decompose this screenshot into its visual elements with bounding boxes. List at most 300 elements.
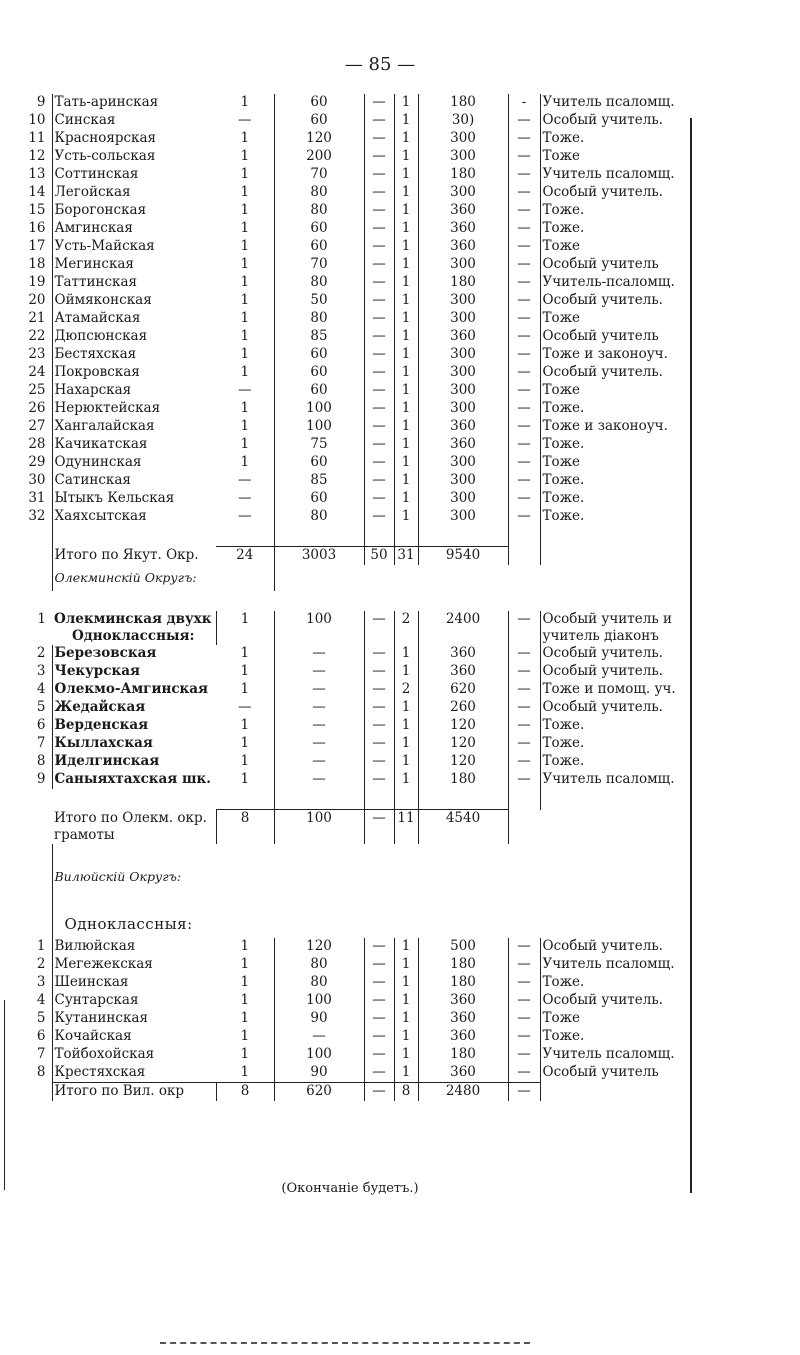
row-number: 17 (28, 238, 46, 254)
school-name: Усть-Майская (52, 238, 216, 256)
page-number: — 85 — (344, 54, 416, 75)
row-number: 11 (28, 130, 46, 146)
table-row (22, 1028, 708, 1046)
cell-note: Тоже. (542, 1028, 585, 1044)
cell-c5: 360 (418, 436, 508, 454)
cell-c6: - (508, 94, 540, 112)
cell-c5: 30) (418, 112, 508, 130)
section-heading: Вилюйскій Округъ: (52, 864, 216, 890)
cell-c2: 120 (274, 938, 364, 956)
school-name: Саныяхтахская шк. (52, 771, 216, 789)
table-row (22, 681, 708, 699)
table-row (22, 112, 708, 130)
table-row (22, 382, 708, 400)
cell-c2: 100 (274, 418, 364, 436)
cell-c3: — (364, 112, 394, 130)
cell-c1: 1 (216, 130, 274, 148)
table-row (22, 454, 708, 472)
school-name: Сатинская (52, 472, 216, 490)
cell-c4: 1 (394, 1046, 418, 1064)
row-number: 8 (36, 1064, 46, 1080)
row-number: 8 (36, 753, 46, 769)
cell-note: Учитель псаломщ. (542, 1046, 675, 1062)
cell-c1: 1 (216, 974, 274, 992)
school-name: Соттинская (52, 166, 216, 184)
cell-c2: — (274, 771, 364, 789)
cell-c5: 300 (418, 400, 508, 418)
cell-c3: — (364, 364, 394, 382)
cell-c2: 100 (274, 992, 364, 1010)
cell-c2: 50 (274, 292, 364, 310)
table-row (22, 508, 708, 526)
row-number: 5 (36, 699, 46, 715)
total-c2: 100 (274, 810, 364, 845)
cell-c4: 1 (394, 184, 418, 202)
cell-c2: — (274, 699, 364, 717)
cell-c6: — (508, 220, 540, 238)
cell-c3: — (364, 454, 394, 472)
cell-c2: — (274, 1028, 364, 1046)
school-name: Кочайская (52, 1028, 216, 1046)
vilyuy-rows (22, 938, 708, 1083)
row-number: 4 (36, 992, 46, 1008)
cell-c1: 1 (216, 938, 274, 956)
row-number: 5 (36, 1010, 46, 1026)
cell-c3: — (364, 645, 394, 663)
cell-c6: — (508, 645, 540, 663)
right-margin-rule (690, 118, 692, 1193)
cell-c5: 360 (418, 645, 508, 663)
cell-note: Тоже (542, 148, 581, 164)
cell-note: Тоже (542, 310, 581, 326)
cell-c3: — (364, 611, 394, 645)
total-label: Итого по Якут. Окр. (52, 547, 216, 566)
cell-c6: — (508, 1064, 540, 1083)
cell-c6: — (508, 400, 540, 418)
cell-c1: 1 (216, 663, 274, 681)
cell-c2: 80 (274, 274, 364, 292)
row-number: 1 (36, 938, 46, 954)
cell-c4: 1 (394, 938, 418, 956)
cell-c6: — (508, 1028, 540, 1046)
cell-c6: — (508, 112, 540, 130)
cell-c1: 1 (216, 735, 274, 753)
cell-note: Тоже. (542, 472, 585, 488)
cell-c4: 1 (394, 472, 418, 490)
cell-c5: 300 (418, 382, 508, 400)
table-row (22, 220, 708, 238)
school-name: Хаяхсытская (52, 508, 216, 526)
row-number: 14 (28, 184, 46, 200)
cell-note: Тоже. (542, 202, 585, 218)
cell-c4: 1 (394, 166, 418, 184)
cell-c5: 180 (418, 166, 508, 184)
cell-c3: — (364, 699, 394, 717)
table-row (22, 992, 708, 1010)
cell-c1: 1 (216, 771, 274, 789)
cell-c1: 1 (216, 992, 274, 1010)
cell-c3: — (364, 256, 394, 274)
table-row (22, 364, 708, 382)
cell-c4: 1 (394, 94, 418, 112)
cell-c4: 2 (394, 611, 418, 645)
cell-c1: 1 (216, 184, 274, 202)
cell-c5: 120 (418, 735, 508, 753)
cell-c6: — (508, 130, 540, 148)
cell-note: Особый учитель. (542, 992, 663, 1008)
school-name: Дюпсюнская (52, 328, 216, 346)
school-name: Ытыкъ Кельская (52, 490, 216, 508)
cell-c5: 300 (418, 490, 508, 508)
total-c4: 8 (394, 1083, 418, 1102)
cell-c4: 1 (394, 454, 418, 472)
cell-c5: 300 (418, 472, 508, 490)
cell-c1: 1 (216, 681, 274, 699)
row-number: 7 (36, 1046, 46, 1062)
cell-c5: 360 (418, 992, 508, 1010)
cell-c1: 1 (216, 256, 274, 274)
row-number: 28 (28, 436, 46, 452)
cell-c5: 360 (418, 1028, 508, 1046)
cell-c3: — (364, 346, 394, 364)
cell-note: Тоже. (542, 436, 585, 452)
cell-c1: — (216, 472, 274, 490)
cell-c2: 85 (274, 472, 364, 490)
cell-c6: — (508, 490, 540, 508)
cell-c4: 1 (394, 508, 418, 526)
table-row (22, 490, 708, 508)
cell-c5: 180 (418, 771, 508, 789)
school-name: Мегинская (52, 256, 216, 274)
vilyuy-section (22, 844, 708, 938)
cell-c2: — (274, 645, 364, 663)
cell-c5: 300 (418, 310, 508, 328)
school-name: Крестяхская (52, 1064, 216, 1083)
cell-c5: 360 (418, 328, 508, 346)
table-row (22, 256, 708, 274)
cell-c3: — (364, 148, 394, 166)
cell-c5: 360 (418, 418, 508, 436)
row-number: 16 (28, 220, 46, 236)
cell-c6: — (508, 992, 540, 1010)
table-row (22, 1010, 708, 1028)
cell-c4: 1 (394, 382, 418, 400)
table-row (22, 418, 708, 436)
school-name: Таттинская (52, 274, 216, 292)
cell-note: Особый учитель. (542, 112, 663, 128)
cell-c5: 180 (418, 1046, 508, 1064)
olekma-rows (22, 645, 708, 789)
cell-c2: 60 (274, 112, 364, 130)
table-row (22, 436, 708, 454)
left-margin-rule (4, 1000, 5, 1190)
cell-c3: — (364, 382, 394, 400)
cell-c2: 60 (274, 490, 364, 508)
cell-note: Особый учитель (542, 256, 659, 272)
cell-note: Учитель псаломщ. (542, 166, 675, 182)
cell-c5: 300 (418, 364, 508, 382)
cell-c2: 80 (274, 310, 364, 328)
cell-c2: 85 (274, 328, 364, 346)
cell-c5: 360 (418, 220, 508, 238)
table-row (22, 956, 708, 974)
table-row (22, 148, 708, 166)
cell-c1: 1 (216, 94, 274, 112)
cell-c2: 80 (274, 956, 364, 974)
cell-c5: 120 (418, 753, 508, 771)
cell-c4: 1 (394, 771, 418, 789)
cell-c5: 300 (418, 346, 508, 364)
row-number: 7 (36, 735, 46, 751)
cell-c4: 1 (394, 699, 418, 717)
cell-c5: 300 (418, 130, 508, 148)
cell-c4: 1 (394, 418, 418, 436)
cell-c2: 80 (274, 202, 364, 220)
cell-c2: — (274, 735, 364, 753)
cell-c5: 300 (418, 184, 508, 202)
cell-c4: 1 (394, 292, 418, 310)
cell-c2: — (274, 753, 364, 771)
row-number: 15 (28, 202, 46, 218)
cell-c1: 1 (216, 454, 274, 472)
table-row (22, 94, 708, 112)
row-number: 12 (28, 148, 46, 164)
row-number: 31 (28, 490, 46, 506)
cell-note: Учитель псаломщ. (542, 956, 675, 972)
cell-note: Тоже и помощ. уч. (542, 681, 676, 697)
cell-note: Тоже и законоуч. (542, 346, 668, 362)
cell-c6: — (508, 436, 540, 454)
school-name: Кутанинская (52, 1010, 216, 1028)
cell-c3: — (364, 753, 394, 771)
cell-note: Тоже. (542, 130, 585, 146)
cell-c4: 1 (394, 220, 418, 238)
school-name: Тойбохойская (52, 1046, 216, 1064)
cell-c4: 1 (394, 202, 418, 220)
cell-c1: — (216, 112, 274, 130)
cell-c1: 1 (216, 166, 274, 184)
cell-note: Особый учитель. (542, 938, 663, 954)
cell-c2: 60 (274, 220, 364, 238)
table-row (22, 346, 708, 364)
cell-c1: 1 (216, 418, 274, 436)
table-row (22, 663, 708, 681)
cell-c3: — (364, 166, 394, 184)
cell-c4: 1 (394, 274, 418, 292)
school-name: Нерюктейская (52, 400, 216, 418)
school-name: Красноярская (52, 130, 216, 148)
cell-c4: 1 (394, 328, 418, 346)
table-row (22, 699, 708, 717)
school-name: Легойская (52, 184, 216, 202)
cell-c2: 60 (274, 238, 364, 256)
cell-c2: 80 (274, 508, 364, 526)
cell-note: Тоже (542, 238, 581, 254)
cell-c2: 60 (274, 364, 364, 382)
cell-note: Особый учитель. (542, 292, 663, 308)
row-number: 26 (28, 400, 46, 416)
cell-c6: — (508, 328, 540, 346)
cell-c6: — (508, 148, 540, 166)
cell-c3: — (364, 418, 394, 436)
cell-c4: 1 (394, 310, 418, 328)
cell-c2: 100 (274, 611, 364, 645)
school-name: Хангалайская (52, 418, 216, 436)
total-label: Итого по Вил. окр (52, 1083, 216, 1102)
cell-c2: 90 (274, 1010, 364, 1028)
cell-c5: 300 (418, 256, 508, 274)
cell-note: Особый учитель. (542, 663, 663, 679)
cell-c2: 120 (274, 130, 364, 148)
cell-c1: 1 (216, 1010, 274, 1028)
cell-c1: 1 (216, 956, 274, 974)
cell-c1: — (216, 490, 274, 508)
cell-c5: 360 (418, 663, 508, 681)
cell-note: Учитель псаломщ. (542, 771, 675, 787)
cell-c5: 300 (418, 454, 508, 472)
cell-c6: — (508, 735, 540, 753)
cell-c3: — (364, 292, 394, 310)
schools-table (22, 94, 708, 1101)
row-number: 9 (36, 771, 46, 787)
table-row (22, 184, 708, 202)
bottom-ornament-rule (160, 1342, 530, 1344)
row-number: 24 (28, 364, 46, 380)
cell-c1: 1 (216, 611, 274, 645)
row-number: 19 (28, 274, 46, 290)
cell-c3: — (364, 490, 394, 508)
cell-c1: 1 (216, 346, 274, 364)
cell-c3: — (364, 956, 394, 974)
cell-c3: — (364, 400, 394, 418)
cell-c4: 1 (394, 735, 418, 753)
cell-note: Учитель псаломщ. (542, 94, 675, 110)
school-name: Вилюйская (52, 938, 216, 956)
school-name: Мегежекская (52, 956, 216, 974)
school-name: Олекмо-Амгинская (52, 681, 216, 699)
table-row (22, 274, 708, 292)
cell-c3: — (364, 681, 394, 699)
olekma-total (22, 789, 708, 844)
table-row (22, 771, 708, 789)
table-row (22, 202, 708, 220)
cell-c1: 1 (216, 364, 274, 382)
cell-c1: 1 (216, 436, 274, 454)
cell-c3: — (364, 274, 394, 292)
cell-c4: 1 (394, 112, 418, 130)
cell-note-cont: учитель діаконъ (542, 628, 659, 644)
row-number: 3 (36, 663, 46, 679)
cell-c6: — (508, 346, 540, 364)
table-row (22, 292, 708, 310)
cell-c1: — (216, 699, 274, 717)
total-c5: 4540 (418, 810, 508, 845)
cell-c2: 200 (274, 148, 364, 166)
school-name: Верденская (52, 717, 216, 735)
cell-c1: 1 (216, 148, 274, 166)
cell-c1: 1 (216, 645, 274, 663)
cell-c2: 60 (274, 382, 364, 400)
cell-c3: — (364, 508, 394, 526)
table-row (22, 400, 708, 418)
row-number: 23 (28, 346, 46, 362)
row-number: 27 (28, 418, 46, 434)
cell-c5: 180 (418, 274, 508, 292)
cell-c3: — (364, 130, 394, 148)
cell-c5: 180 (418, 956, 508, 974)
total-c2: 3003 (274, 547, 364, 566)
cell-c2: 90 (274, 1064, 364, 1083)
row-number: 1 (37, 611, 46, 627)
yakut-section (22, 94, 708, 526)
row-number: 6 (36, 1028, 46, 1044)
table-row (22, 1064, 708, 1083)
yakut-total (22, 526, 708, 565)
cell-c3: — (364, 220, 394, 238)
continuation-note: (Окончаніе будетъ.) (281, 1181, 419, 1196)
table-row (22, 310, 708, 328)
cell-c6: — (508, 956, 540, 974)
cell-c6: — (508, 166, 540, 184)
cell-c1: 1 (216, 400, 274, 418)
school-name: Качикатская (52, 436, 216, 454)
school-name: Тать-аринская (52, 94, 216, 112)
cell-note: Тоже. (542, 220, 585, 236)
cell-c5: 360 (418, 1010, 508, 1028)
cell-note: Тоже (542, 1010, 581, 1026)
cell-c5: 360 (418, 202, 508, 220)
cell-c3: — (364, 202, 394, 220)
cell-note: Особый учитель. (542, 699, 663, 715)
cell-c2: 60 (274, 94, 364, 112)
cell-c4: 1 (394, 717, 418, 735)
cell-c2: 100 (274, 1046, 364, 1064)
cell-c1: — (216, 508, 274, 526)
cell-c3: — (364, 663, 394, 681)
cell-c5: 300 (418, 292, 508, 310)
school-name: Олекминская двухк (54, 611, 212, 627)
cell-note: Особый учитель. (542, 645, 663, 661)
school-name: Иделгинская (52, 753, 216, 771)
cell-c6: — (508, 364, 540, 382)
cell-c3: — (364, 938, 394, 956)
cell-c1: 1 (216, 274, 274, 292)
row-number: 2 (36, 956, 46, 972)
cell-c5: 360 (418, 1064, 508, 1083)
cell-c2: 70 (274, 256, 364, 274)
cell-c3: — (364, 310, 394, 328)
cell-c6: — (508, 238, 540, 256)
school-name: Березовская (52, 645, 216, 663)
cell-c2: 70 (274, 166, 364, 184)
cell-note: Особый учитель (542, 328, 659, 344)
table-row (22, 717, 708, 735)
cell-note: Особый учитель и (542, 611, 672, 627)
cell-note: Тоже. (542, 735, 585, 751)
row-number: 30 (28, 472, 46, 488)
cell-c4: 1 (394, 490, 418, 508)
cell-c6: — (508, 717, 540, 735)
total-c4: 11 (394, 810, 418, 845)
cell-c6: — (508, 184, 540, 202)
cell-c3: — (364, 735, 394, 753)
cell-c3: — (364, 1064, 394, 1083)
cell-note: Тоже (542, 454, 581, 470)
cell-c1: 1 (216, 328, 274, 346)
cell-c3: — (364, 472, 394, 490)
cell-c2: 60 (274, 454, 364, 472)
cell-c4: 1 (394, 238, 418, 256)
